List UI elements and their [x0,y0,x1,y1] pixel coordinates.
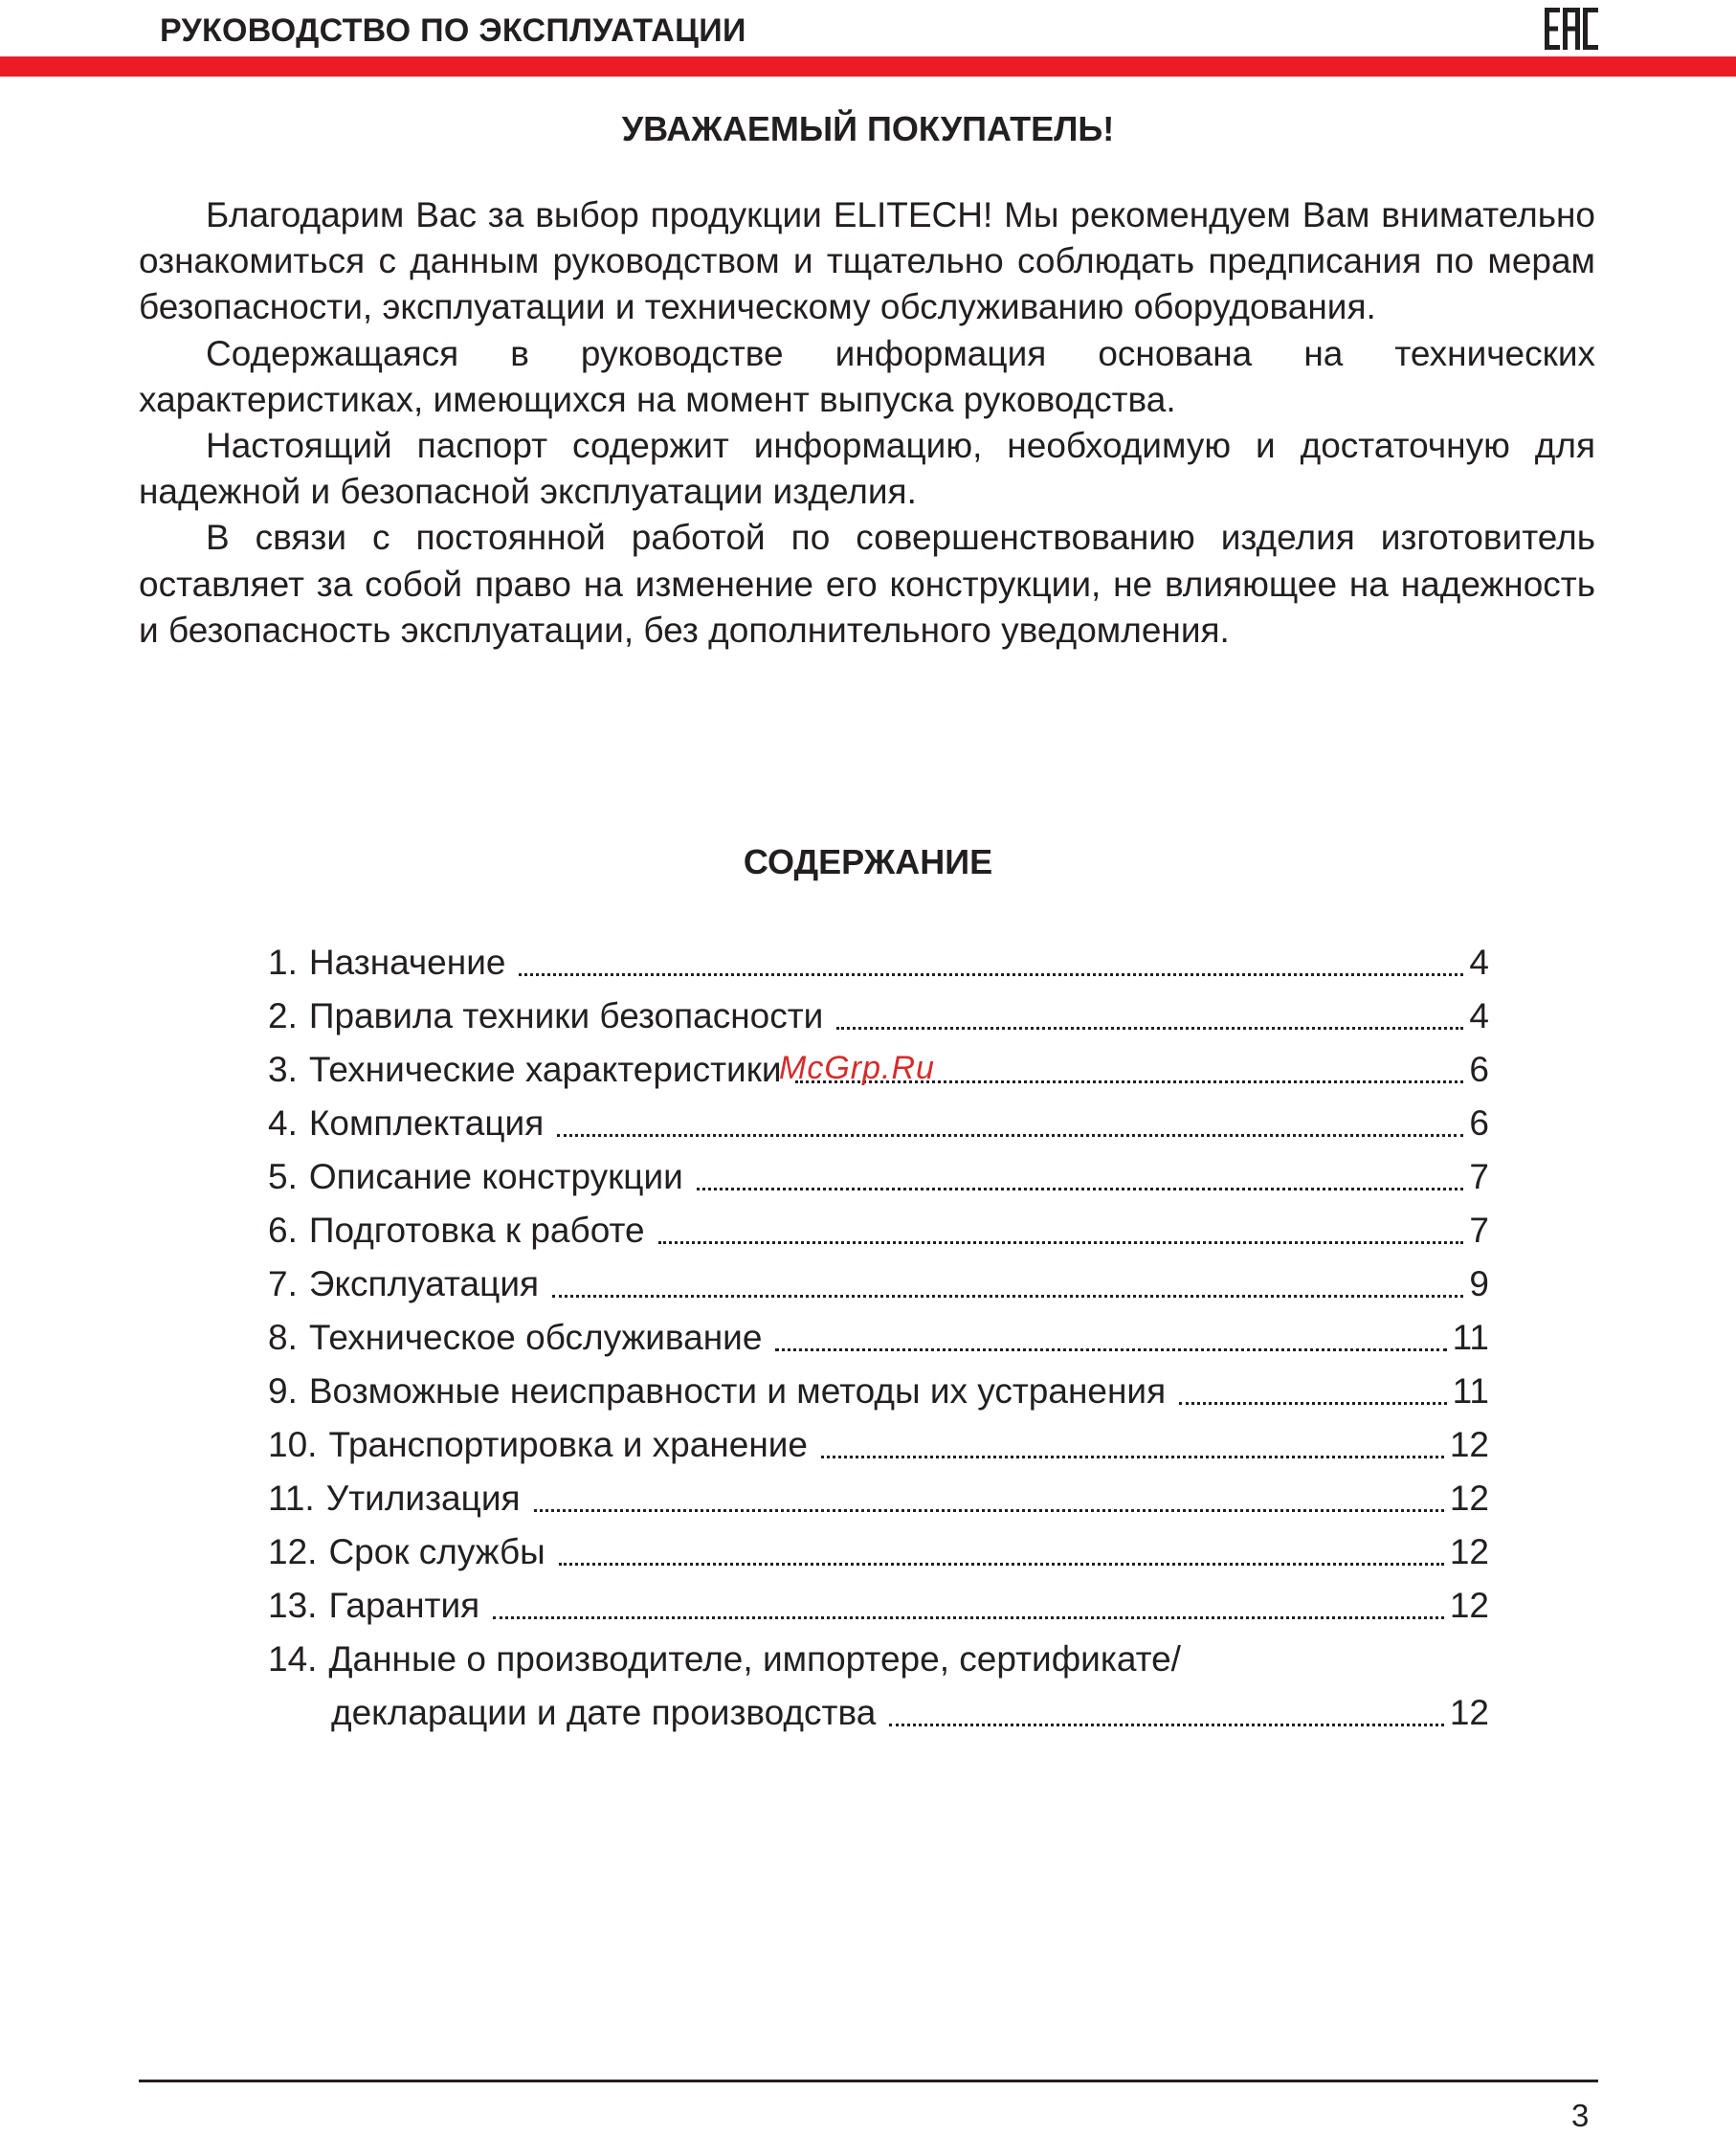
intro-paragraph: В связи с постоянной работой по совершенствованию изделия изготовитель оставляет за собой право на изменение его конструкции, не влияющее на надежность и безопасность эксплуатации, без дополнительного уведомления. [139,518,1595,650]
toc-leader-dots [658,1240,1464,1244]
toc-item-label: Правила техники безопасности [308,996,824,1035]
toc-item-label: Техническое обслуживание [308,1318,763,1357]
toc-item[interactable] [268,936,1489,990]
toc-item-number: 1. [268,943,298,982]
toc-item-label: Назначение [308,943,506,982]
toc-item-number: 4. [268,1103,298,1143]
toc-item-number: 9. [268,1371,298,1411]
toc-item-page: 7 [1469,1157,1489,1196]
toc-heading: СОДЕРЖАНИЕ [743,842,993,881]
toc-leader-dots [836,1026,1463,1030]
toc-item-number: 6. [268,1211,298,1250]
intro-paragraph: Благодарим Вас за выбор продукции ELITECH! Мы рекомендуем Вам внимательно ознакомиться с данным руководством и тщательно соблюдать предписания по мерам безопасности, эксплуатации и техническому обслуживанию оборудования. [139,195,1595,327]
toc-item[interactable] [268,1525,1489,1579]
toc-item-number: 14. [268,1639,318,1679]
toc-item[interactable] [268,990,1489,1043]
toc-item-page: 9 [1469,1264,1489,1303]
toc-item[interactable] [268,1257,1489,1311]
toc-item-label: Гарантия [328,1586,480,1625]
page-number: 3 [1571,2098,1590,2133]
toc-leader-dots [557,1133,1463,1137]
toc-item-number: 13. [268,1586,318,1625]
toc-item-page: 6 [1469,1050,1489,1089]
toc-item-number: 5. [268,1157,298,1196]
toc-leader-dots [493,1615,1444,1619]
toc-item[interactable] [268,1365,1489,1418]
toc-item[interactable] [268,1633,1489,1686]
toc-item-label: Срок службы [328,1532,545,1571]
intro-text [139,192,1595,654]
toc-item-page: 11 [1452,1371,1489,1411]
toc-item-number: 11. [268,1479,315,1518]
toc-item[interactable] [268,1418,1489,1472]
intro-paragraph: Настоящий паспорт содержит информацию, необходимую и достаточную для надежной и безопасной эксплуатации изделия. [139,426,1595,512]
toc-leader-dots [821,1455,1444,1458]
toc-item-number: 12. [268,1532,318,1571]
toc-item-page: 12 [1449,1532,1489,1571]
toc-leader-dots [559,1562,1444,1566]
toc-item[interactable] [268,1579,1489,1633]
toc-item-number: 7. [268,1264,298,1303]
toc-item-label: Технические характеристики [308,1050,782,1089]
toc-item-label: Описание конструкции [308,1157,683,1196]
toc-item-page: 12 [1449,1693,1489,1732]
toc-item[interactable] [268,1097,1489,1150]
toc-item-page: 12 [1449,1479,1489,1518]
header-accent-bar [0,56,1736,77]
toc-leader-dots [697,1187,1464,1190]
toc-item[interactable] [268,1150,1489,1204]
toc-item-page: 4 [1469,943,1489,982]
toc-item-label: Комплектация [308,1103,545,1143]
toc-item-page: 12 [1449,1586,1489,1625]
toc-leader-dots [519,972,1463,976]
toc-leader-dots [775,1347,1446,1351]
toc-leader-dots [889,1723,1444,1726]
watermark: McGrp.Ru [779,1050,935,1086]
toc-item-label: Возможные неисправности и методы их устранения [308,1371,1167,1411]
toc-item-number: 8. [268,1318,298,1357]
toc-item[interactable] [268,1311,1489,1365]
toc-item-label: Транспортировка и хранение [328,1425,809,1464]
toc-item[interactable] [268,1204,1489,1257]
toc-item-label: Подготовка к работе [308,1211,645,1250]
toc-item-label: Данные о производителе, импортере, сертификате/ [328,1639,1181,1679]
toc-item-number: 2. [268,996,298,1035]
toc-item-label: Эксплуатация [308,1264,540,1303]
toc-item-number: 10. [268,1425,318,1464]
toc-item-page: 4 [1469,996,1489,1035]
toc-item[interactable] [268,1472,1489,1525]
eac-logo-icon [1545,8,1598,50]
header-title: РУКОВОДСТВО ПО ЭКСПЛУАТАЦИИ [160,12,746,49]
footer-rule [139,2080,1598,2082]
toc-item-page: 7 [1469,1211,1489,1250]
toc-item-page: 12 [1449,1425,1489,1464]
toc-leader-dots [1179,1401,1446,1405]
toc-item-page: 11 [1452,1318,1489,1357]
toc-item-label: декларации и дате производства [331,1693,877,1732]
toc-item-label: Утилизация [325,1479,521,1518]
greeting-heading: УВАЖАЕМЫЙ ПОКУПАТЕЛЬ! [621,109,1115,148]
toc-item-continuation[interactable] [268,1686,1489,1740]
toc-item-number: 3. [268,1050,298,1089]
toc-item-page: 6 [1469,1103,1489,1143]
toc-leader-dots [534,1508,1444,1512]
toc-leader-dots [552,1294,1463,1298]
intro-paragraph: Содержащаяся в руководстве информация основана на технических характеристиках, имеющихся на момент выпуска руководства. [139,333,1595,419]
